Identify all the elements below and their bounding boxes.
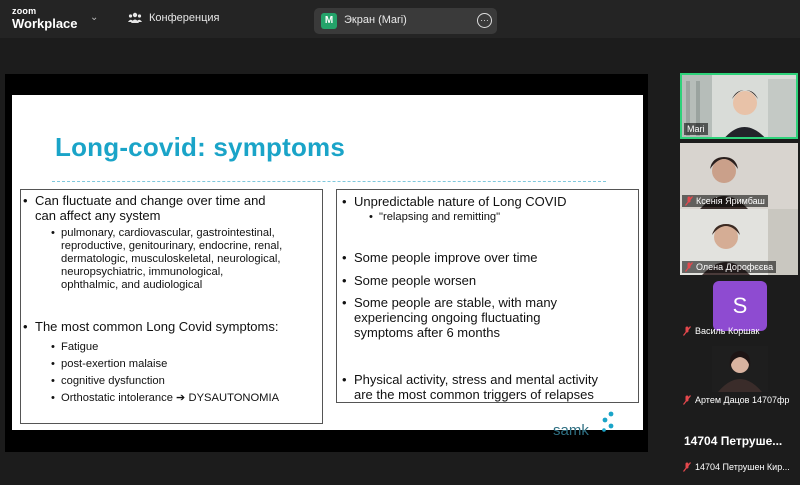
left-sub-orthostatic: • Orthostatic intolerance ➔ DYSAUTONOMIA xyxy=(61,392,279,405)
title-divider xyxy=(52,181,606,182)
zoom-logo[interactable] xyxy=(12,7,78,30)
screen-share-label: Экран (Mari) xyxy=(344,14,407,26)
left-bullet-2: • The most common Long Covid symptoms: xyxy=(35,319,278,334)
video-feed-artem[interactable] xyxy=(712,346,768,392)
participant-name-olena xyxy=(682,261,776,273)
presentation-slide xyxy=(12,95,643,439)
bullet-line: symptoms after 6 months xyxy=(354,325,500,340)
sub-line: reproductive, genitourinary, endocrine, renal, xyxy=(61,240,283,252)
mic-off-icon xyxy=(683,395,691,405)
participant-big-name-14704[interactable]: 14704 Петруше... xyxy=(684,434,783,448)
left-bullet-1 xyxy=(35,193,266,223)
name-text: Ксенія Яримбаш xyxy=(696,196,765,206)
name-text: Артем Дацов 14707фр xyxy=(695,395,790,405)
sharer-badge: M xyxy=(321,13,337,29)
sub-line: neuropsychiatric, immunological, xyxy=(61,266,224,278)
mic-off-icon xyxy=(685,262,693,272)
right-sub-relapsing: • "relapsing and remitting" xyxy=(379,211,500,224)
left-content-box xyxy=(20,189,323,424)
participant-name-mari xyxy=(684,123,708,135)
sub-line: dermatologic, musculoskeletal, neurological, xyxy=(61,253,281,265)
conference-label: Конференция xyxy=(149,12,220,24)
participant-tile-olena[interactable] xyxy=(680,209,798,275)
right-bullet-1: • Unpredictable nature of Long COVID xyxy=(354,194,566,209)
mic-off-icon xyxy=(683,326,691,336)
top-bar xyxy=(0,0,800,38)
mic-off-icon xyxy=(685,196,693,206)
logo-workplace-text: Workplace xyxy=(12,16,78,31)
chevron-down-icon[interactable]: ⌄ xyxy=(90,12,99,23)
bullet-line: • Can fluctuate and change over time and xyxy=(35,193,266,208)
participant-avatar-vasyl[interactable]: S xyxy=(713,281,767,331)
right-bullet-3: • Some people worsen xyxy=(354,273,476,288)
right-content-box xyxy=(336,189,639,403)
people-icon xyxy=(128,12,142,24)
slide-title: Long-covid: symptoms xyxy=(55,132,346,162)
bullet-line: are the most common triggers of relapses xyxy=(354,387,594,402)
participant-tile-mari[interactable] xyxy=(680,73,798,139)
right-bullet-5 xyxy=(354,372,598,402)
bullet-line: • Some people are stable, with many xyxy=(354,295,558,310)
name-text: Олена Дорофєєва xyxy=(696,262,774,272)
right-bullet-4 xyxy=(354,295,557,340)
sub-line: • pulmonary, cardiovascular, gastrointestinal, xyxy=(61,227,275,239)
name-text: Василь Коршак xyxy=(695,326,760,336)
left-sub-malaise: • post-exertion malaise xyxy=(61,358,167,371)
name-text: Mari xyxy=(687,124,705,134)
name-text: 14704 Петрушен Кир... xyxy=(695,462,790,472)
left-sub-systems xyxy=(61,227,282,292)
shared-screen[interactable] xyxy=(5,74,648,452)
samk-logo-text: samk xyxy=(553,422,589,439)
mic-off-icon xyxy=(683,462,691,472)
left-sub-fatigue: • Fatigue xyxy=(61,341,98,354)
logo-zoom-text: zoom xyxy=(12,6,37,16)
bullet-line: can affect any system xyxy=(35,208,161,223)
samk-logo-icon xyxy=(597,411,617,433)
left-sub-cognitive: • cognitive dysfunction xyxy=(61,375,165,388)
bullet-line: experiencing ongoing fluctuating xyxy=(354,310,541,325)
participant-tile-kseniia[interactable] xyxy=(680,143,798,209)
more-options-icon[interactable]: … xyxy=(477,13,492,28)
bullet-line: • Physical activity, stress and mental activity xyxy=(354,372,598,387)
sub-line: ophthalmic, and audiological xyxy=(61,279,203,291)
participant-name-vasyl xyxy=(683,326,759,336)
right-bullet-2: • Some people improve over time xyxy=(354,250,538,265)
screen-share-tab[interactable] xyxy=(314,8,497,34)
conference-tab[interactable] xyxy=(128,12,219,24)
participant-name-14704 xyxy=(683,462,790,472)
participant-name-artem xyxy=(683,395,789,405)
participant-name-kseniia xyxy=(682,195,768,207)
